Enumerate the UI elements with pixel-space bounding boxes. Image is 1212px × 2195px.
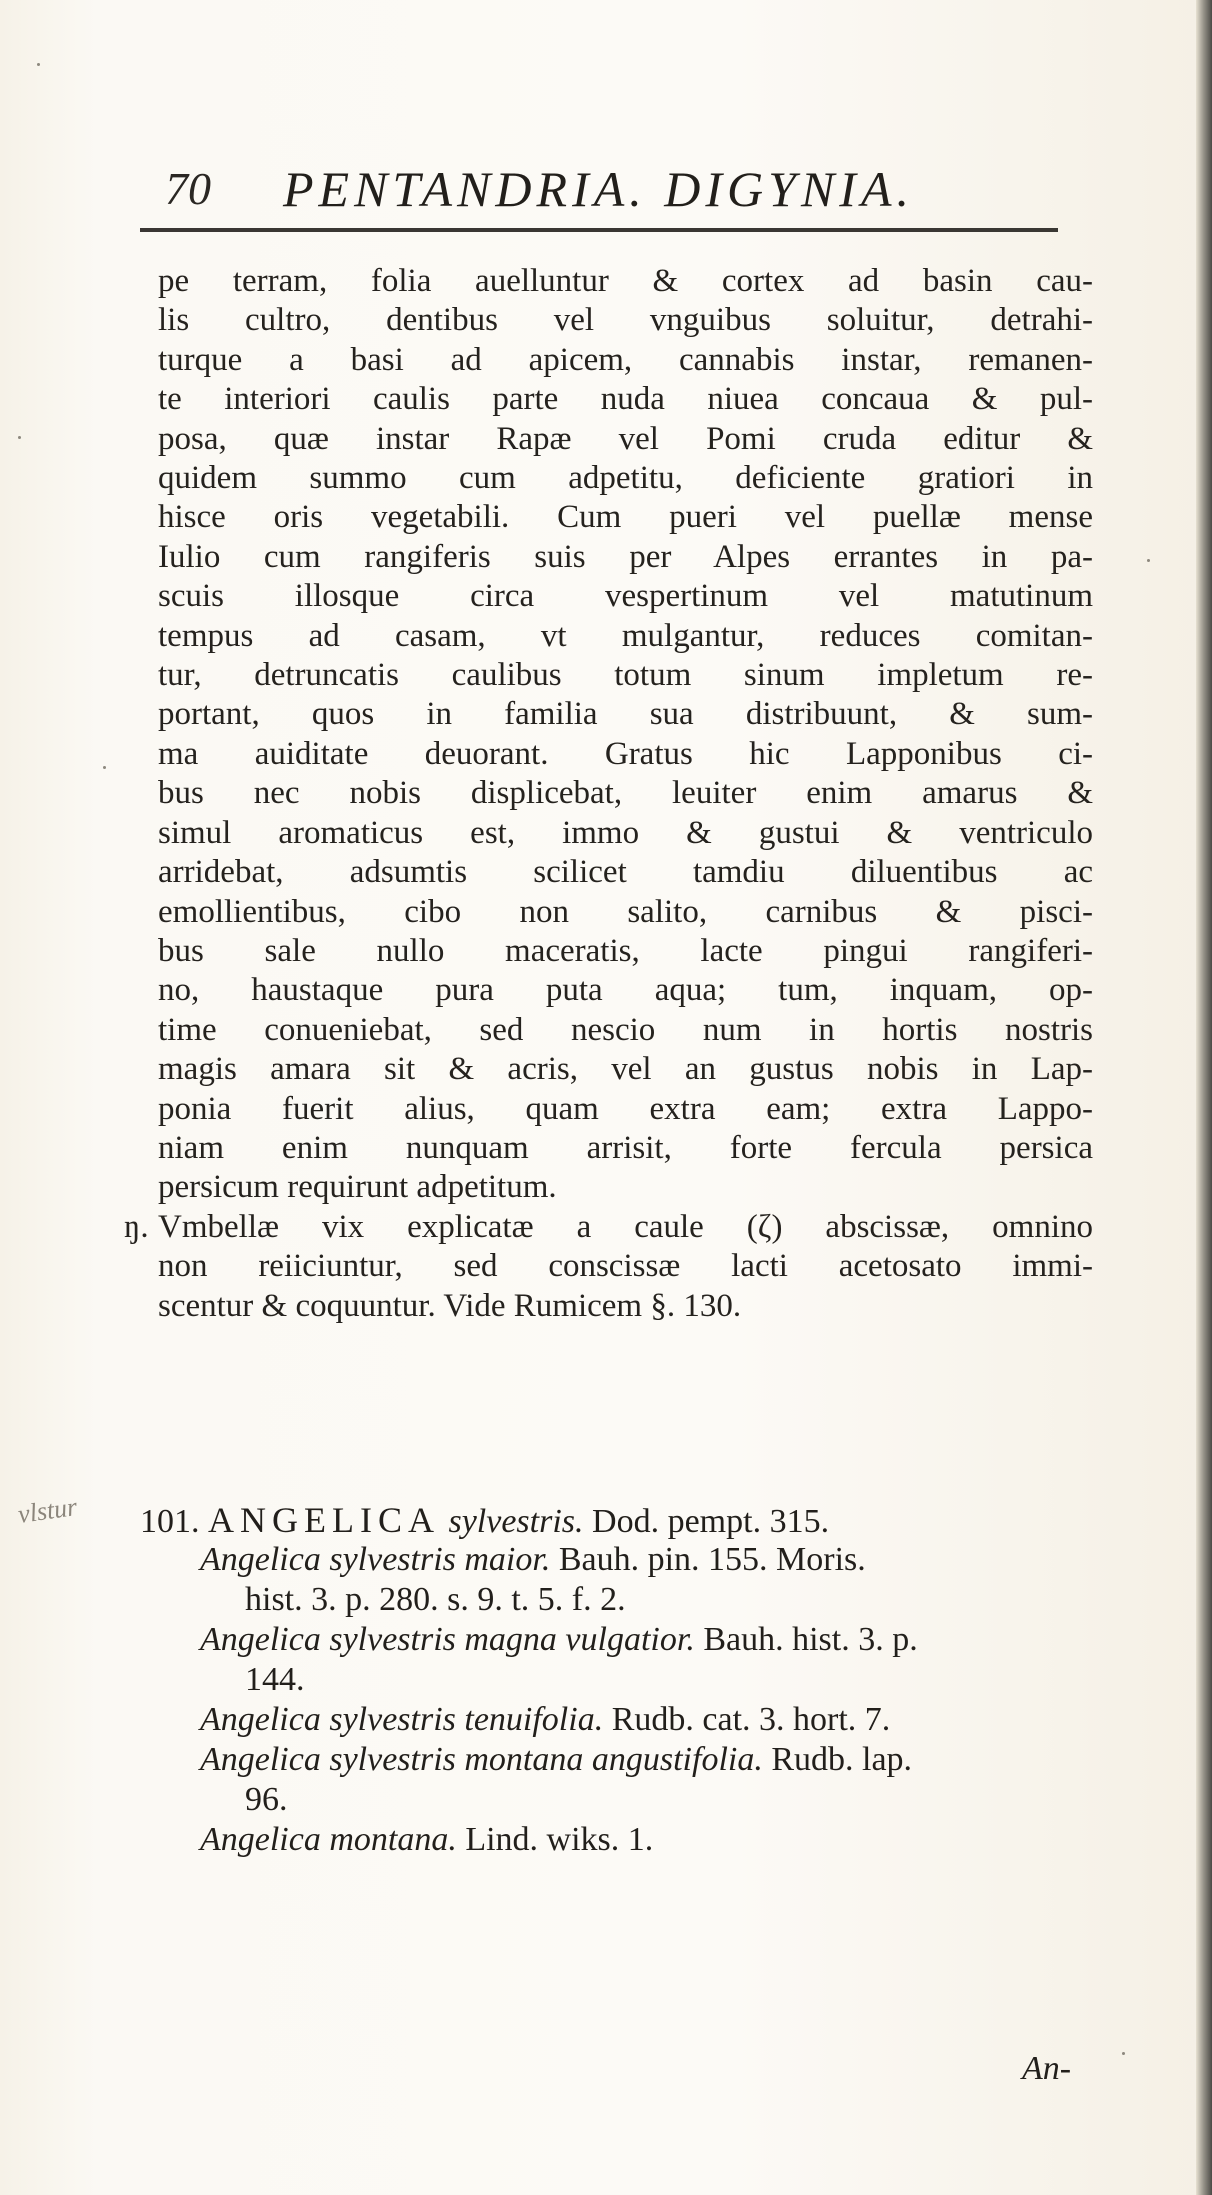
text-line: ma auiditate deuorant. Gratus hic Lapponibus ci- bbox=[158, 735, 1093, 772]
text-line: emollientibus, cibo non salito, carnibus & pisci- bbox=[158, 893, 1093, 930]
paper-speck bbox=[1122, 2052, 1125, 2055]
paper-speck bbox=[37, 63, 40, 66]
synonym-reference: Lind. wiks. 1. bbox=[465, 1821, 654, 1858]
species-synonym bbox=[140, 1660, 1100, 1700]
synonym-reference: Rudb. lap. bbox=[771, 1741, 913, 1778]
species-synonym bbox=[140, 1820, 1100, 1860]
text-line: simul aromaticus est, immo & gustui & ventriculo bbox=[158, 814, 1093, 851]
catchword: An- bbox=[1022, 2050, 1072, 2087]
synonym-name: Angelica sylvestris tenuifolia. bbox=[200, 1701, 604, 1738]
text-line: tur, detruncatis caulibus totum sinum impletum re- bbox=[158, 657, 1093, 694]
text-line: bus sale nullo maceratis, lacte pingui rangiferi- bbox=[158, 932, 1093, 969]
text-line: scuis illosque circa vespertinum vel matutinum bbox=[158, 578, 1093, 615]
handwritten-margin-note: vlstur bbox=[16, 1492, 79, 1529]
text-line: hisce oris vegetabili. Cum pueri vel puellæ mense bbox=[158, 499, 1093, 536]
species-number: 101. bbox=[140, 1503, 200, 1540]
synonym-name: Angelica sylvestris montana angustifolia. bbox=[200, 1741, 763, 1778]
page-spine-edge bbox=[1196, 0, 1212, 2195]
umbellae-note-line: Vmbellæ vix explicatæ a caule (ζ) abscissæ, omnino bbox=[158, 1208, 1093, 1245]
species-first-reference: Dod. pempt. 315. bbox=[592, 1503, 830, 1540]
species-epithet: sylvestris. bbox=[448, 1503, 584, 1540]
text-line: Iulio cum rangiferis suis per Alpes errantes in pa- bbox=[158, 538, 1093, 575]
species-synonym bbox=[140, 1620, 1100, 1660]
text-line: time conueniebat, sed nescio num in hortis nostris bbox=[158, 1011, 1093, 1048]
text-line: ponia fuerit alius, quam extra eam; extra Lappo- bbox=[158, 1090, 1093, 1127]
text-line: turque a basi ad apicem, cannabis instar, remanen- bbox=[158, 341, 1093, 378]
header-rule bbox=[140, 228, 1058, 232]
text-line: magis amara sit & acris, vel an gustus nobis in Lap- bbox=[158, 1051, 1093, 1088]
text-line: lis cultro, dentibus vel vnguibus soluitur, detrahi- bbox=[158, 302, 1093, 339]
text-line: niam enim nunquam arrisit, forte fercula persica bbox=[158, 1129, 1093, 1166]
synonym-reference: 96. bbox=[245, 1781, 288, 1818]
synonym-reference: Bauh. pin. 155. Moris. bbox=[558, 1541, 866, 1578]
body-paragraph bbox=[124, 262, 1093, 1326]
paper-speck bbox=[1147, 559, 1150, 562]
paper-speck bbox=[103, 766, 106, 769]
synonym-name: Angelica montana. bbox=[200, 1821, 457, 1858]
synonym-name: Angelica sylvestris magna vulgatior. bbox=[200, 1621, 695, 1658]
species-synonym bbox=[140, 1700, 1100, 1740]
text-line: te interiori caulis parte nuda niuea concaua & pul- bbox=[158, 381, 1093, 418]
species-synonym bbox=[140, 1580, 1100, 1620]
note-number: ŋ. bbox=[124, 1208, 149, 1245]
synonym-reference: 144. bbox=[245, 1661, 305, 1698]
page-number: 70 bbox=[165, 163, 211, 214]
species-entry bbox=[140, 1500, 1100, 1860]
text-line: pe terram, folia auelluntur & cortex ad basin cau- bbox=[158, 263, 1093, 299]
paper-speck bbox=[18, 436, 21, 439]
species-synonym bbox=[140, 1780, 1100, 1820]
species-synonym bbox=[140, 1740, 1100, 1780]
species-genus: ANGELICA bbox=[208, 1500, 440, 1540]
text-line: arridebat, adsumtis scilicet tamdiu diluentibus ac bbox=[158, 854, 1093, 891]
species-synonym bbox=[140, 1540, 1100, 1580]
umbellae-note-line: scentur & coquuntur. Vide Rumicem §. 130. bbox=[158, 1287, 742, 1324]
text-line: persicum requirunt adpetitum. bbox=[158, 1169, 557, 1206]
text-line: tempus ad casam, vt mulgantur, reduces comitan- bbox=[158, 617, 1093, 654]
header-title: PENTANDRIA. DIGYNIA. bbox=[283, 161, 914, 217]
running-head bbox=[165, 160, 1065, 220]
text-line: no, haustaque pura puta aqua; tum, inquam, op- bbox=[158, 972, 1093, 1009]
synonym-reference: Bauh. hist. 3. p. bbox=[703, 1621, 918, 1658]
text-line: posa, quæ instar Rapæ vel Pomi cruda editur & bbox=[158, 420, 1093, 457]
species-heading bbox=[140, 1500, 1100, 1540]
text-line: quidem summo cum adpetitu, deficiente gratiori in bbox=[158, 460, 1093, 497]
synonym-reference: Rudb. cat. 3. hort. 7. bbox=[611, 1701, 891, 1738]
synonym-reference: hist. 3. p. 280. s. 9. t. 5. f. 2. bbox=[245, 1581, 626, 1618]
synonym-name: Angelica sylvestris maior. bbox=[200, 1541, 551, 1578]
umbellae-note-line: non reiiciuntur, sed conscissæ lacti acetosato immi- bbox=[158, 1248, 1093, 1285]
text-line: portant, quos in familia sua distribuunt, & sum- bbox=[158, 696, 1093, 733]
text-line: bus nec nobis displicebat, leuiter enim amarus & bbox=[158, 775, 1093, 812]
